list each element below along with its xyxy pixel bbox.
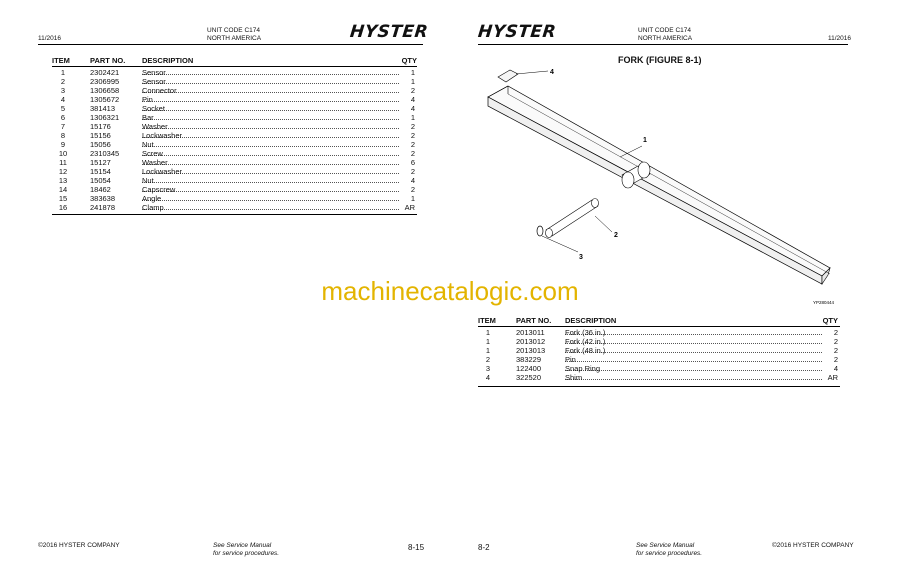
leader-dots (142, 200, 399, 201)
row-qty: AR (404, 203, 415, 212)
region: NORTH AMERICA (638, 35, 693, 42)
table-row (478, 346, 838, 355)
row-description (142, 140, 399, 149)
callout-3: 3 (579, 254, 583, 261)
table-row (52, 203, 415, 212)
row-description-label: Pin (142, 95, 153, 104)
row-description-label: Lockwasher (142, 131, 183, 140)
footer-copyright-left: ©2016 HYSTER COMPANY (38, 542, 120, 549)
callout-leader-2 (595, 216, 612, 232)
left-table-bottom-rule (52, 214, 417, 215)
service-line-2: for service procedures. (213, 550, 280, 557)
figure-title: FORK (FIGURE 8-1) (618, 55, 702, 65)
row-description-label: Snap Ring (565, 364, 601, 373)
row-item: 1 (485, 346, 491, 355)
row-description (565, 373, 822, 382)
row-description (142, 113, 399, 122)
row-description (142, 131, 399, 140)
table-row (52, 104, 415, 113)
row-part-number: 1305672 (90, 95, 120, 104)
unit-code: UNIT CODE C174 (638, 27, 691, 34)
leader-dots (565, 370, 822, 371)
table-row (478, 373, 838, 382)
leader-dots (142, 146, 399, 147)
brand-logo-right: HYSTER (476, 22, 558, 42)
row-part-number: 15056 (90, 140, 111, 149)
row-description-label: Sensor (142, 77, 166, 86)
row-part-number: 2013012 (516, 337, 546, 346)
row-part-number: 1306321 (90, 113, 120, 122)
row-description (142, 158, 399, 167)
row-description-label: Nut (142, 176, 154, 185)
row-item: 15 (58, 194, 68, 203)
row-part-number: 15054 (90, 176, 111, 185)
row-item: 1 (485, 337, 491, 346)
header-date-right: 11/2016 (828, 35, 852, 42)
row-part-number: 2013013 (516, 346, 546, 355)
row-part-number: 381413 (90, 104, 116, 113)
row-item: 1 (60, 68, 66, 77)
col-qty: QTY (822, 316, 838, 325)
table-row (52, 122, 415, 131)
pin-part (546, 199, 599, 238)
snap-ring-part (537, 226, 543, 236)
row-item: 9 (60, 140, 66, 149)
col-description: DESCRIPTION (142, 56, 194, 65)
header-unit-code (207, 27, 261, 43)
leader-dots (142, 155, 399, 156)
col-item: ITEM (52, 56, 70, 65)
right-table-bottom-rule (478, 386, 840, 387)
row-part-number: 2013011 (516, 328, 545, 337)
fork-part (488, 86, 830, 284)
row-description-label: Fork (36 in.) (565, 328, 606, 337)
leader-dots (142, 164, 399, 165)
row-description (142, 104, 399, 113)
row-item: 7 (60, 122, 66, 131)
row-description (142, 203, 399, 212)
table-row (478, 328, 838, 337)
header-rule-right (478, 44, 848, 45)
row-qty: 2 (410, 131, 415, 140)
row-description-label: Lockwasher (142, 167, 183, 176)
table-row (52, 149, 415, 158)
leader-dots (565, 379, 822, 380)
row-part-number: 1306658 (90, 86, 120, 95)
row-item: 14 (58, 185, 68, 194)
footer-service-note-right (636, 542, 702, 558)
table-row (52, 86, 415, 95)
row-item: 2 (60, 77, 66, 86)
row-qty: 2 (410, 86, 415, 95)
row-description (142, 122, 399, 131)
row-item: 11 (59, 158, 67, 167)
row-description (142, 176, 399, 185)
row-description (142, 68, 399, 77)
row-description (565, 346, 822, 355)
row-part-number: 15156 (90, 131, 111, 140)
row-part-number: 383638 (90, 194, 116, 203)
col-description: DESCRIPTION (565, 316, 617, 325)
row-qty: 1 (410, 113, 415, 122)
row-description-label: Shim (565, 373, 583, 382)
row-item: 13 (58, 176, 68, 185)
table-row (52, 131, 415, 140)
page-number-left: 8-15 (408, 543, 425, 552)
row-item: 1 (485, 328, 491, 337)
row-description-label: Socket (142, 104, 165, 113)
row-qty: 2 (833, 355, 838, 364)
row-qty: 4 (410, 95, 415, 104)
row-description-label: Sensor (142, 68, 166, 77)
row-part-number: 2310345 (90, 149, 120, 158)
row-description-label: Bar (142, 113, 154, 122)
row-description-label: Capscrew (142, 185, 176, 194)
row-description-label: Clamp (142, 203, 164, 212)
table-row (52, 140, 415, 149)
row-description (142, 167, 399, 176)
service-line-2: for service procedures. (636, 550, 703, 557)
leader-dots (142, 128, 399, 129)
row-description (142, 194, 399, 203)
row-item: 16 (58, 203, 68, 212)
row-part-number: 15154 (90, 167, 111, 176)
row-part-number: 122400 (516, 364, 542, 373)
row-qty: 2 (410, 122, 415, 131)
row-description-label: Angle (142, 194, 162, 203)
row-description (565, 337, 822, 346)
callout-4: 4 (550, 69, 554, 76)
row-qty: 2 (410, 149, 415, 158)
row-description-label: Nut (142, 140, 154, 149)
row-part-number: 383229 (516, 355, 542, 364)
table-row (52, 95, 415, 104)
header-date: 11/2016 (38, 35, 62, 42)
row-item: 8 (60, 131, 66, 140)
leader-dots (142, 209, 399, 210)
leader-dots (142, 74, 399, 75)
row-part-number: 322520 (516, 373, 542, 382)
leader-dots (565, 361, 822, 362)
table-row (52, 68, 415, 77)
shim-part (498, 70, 518, 82)
row-item: 10 (58, 149, 68, 158)
row-qty: 6 (410, 158, 415, 167)
page-number-right: 8-2 (478, 543, 490, 552)
row-part-number: 2306995 (90, 77, 120, 86)
row-description-label: Pin (565, 355, 576, 364)
callout-1: 1 (643, 137, 647, 144)
leader-dots (142, 83, 399, 84)
row-part-number: 15176 (90, 122, 111, 131)
left-table-rule (52, 66, 417, 67)
row-qty: 2 (833, 346, 838, 355)
row-part-number: 18462 (90, 185, 111, 194)
right-table-rule (478, 326, 840, 327)
row-qty: 1 (410, 77, 415, 86)
table-row (52, 167, 415, 176)
row-item: 2 (485, 355, 491, 364)
row-qty: 4 (410, 176, 415, 185)
table-row (478, 355, 838, 364)
callout-leader-4 (516, 71, 548, 74)
row-description-label: Fork (48 in.) (565, 346, 606, 355)
row-description-label: Connector (142, 86, 177, 95)
callout-2: 2 (614, 232, 618, 239)
row-part-number: 241878 (90, 203, 116, 212)
table-row (52, 185, 415, 194)
leader-dots (142, 191, 399, 192)
table-row (52, 194, 415, 203)
region: NORTH AMERICA (207, 35, 262, 42)
row-part-number: 15127 (90, 158, 111, 167)
row-description (142, 86, 399, 95)
row-qty: 4 (410, 104, 415, 113)
row-description (565, 355, 822, 364)
row-qty: 1 (410, 68, 415, 77)
row-part-number: 2302421 (90, 68, 120, 77)
row-qty: 2 (410, 167, 415, 176)
row-qty: 1 (410, 194, 415, 203)
row-qty: AR (827, 373, 838, 382)
header-rule (38, 44, 423, 45)
row-item: 6 (60, 113, 66, 122)
row-description (142, 185, 399, 194)
row-description-label: Washer (142, 122, 168, 131)
watermark: machinecatalogic.com (321, 276, 579, 306)
row-qty: 2 (410, 185, 415, 194)
row-description-label: Washer (142, 158, 168, 167)
row-qty: 4 (833, 364, 838, 373)
leader-dots (142, 101, 399, 102)
figure-ref-code: YP280444 (813, 300, 835, 305)
row-description-label: Fork (42 in.) (565, 337, 606, 346)
table-row (52, 158, 415, 167)
row-qty: 2 (833, 328, 838, 337)
row-item: 4 (60, 95, 66, 104)
row-item: 12 (58, 167, 68, 176)
table-row (478, 337, 838, 346)
row-qty: 2 (410, 140, 415, 149)
table-row (52, 77, 415, 86)
row-description (565, 364, 822, 373)
table-row (52, 113, 415, 122)
fork-figure (450, 62, 900, 312)
service-line-1: See Service Manual (636, 542, 695, 549)
footer-copyright-right: ©2016 HYSTER COMPANY (772, 542, 854, 549)
table-row (478, 364, 838, 373)
row-description (142, 95, 399, 104)
leader-dots (142, 92, 399, 93)
header-unit-code-right (638, 27, 692, 43)
leader-dots (142, 119, 399, 120)
row-qty: 2 (833, 337, 838, 346)
unit-code: UNIT CODE C174 (207, 27, 260, 34)
brand-logo: HYSTER (348, 22, 430, 42)
row-item: 5 (60, 104, 66, 113)
footer-service-note-left (213, 542, 279, 558)
row-description (565, 328, 822, 337)
col-item: ITEM (478, 316, 496, 325)
leader-dots (142, 110, 399, 111)
col-part-no: PART NO. (90, 56, 126, 65)
col-part-no: PART NO. (516, 316, 552, 325)
leader-dots (142, 182, 399, 183)
col-qty: QTY (401, 56, 417, 65)
callout-leader-3 (542, 236, 578, 252)
row-item: 3 (60, 86, 66, 95)
row-description (142, 149, 399, 158)
row-description-label: Screw (142, 149, 163, 158)
row-item: 3 (485, 364, 491, 373)
service-line-1: See Service Manual (213, 542, 272, 549)
row-item: 4 (485, 373, 491, 382)
row-description (142, 77, 399, 86)
table-row (52, 176, 415, 185)
